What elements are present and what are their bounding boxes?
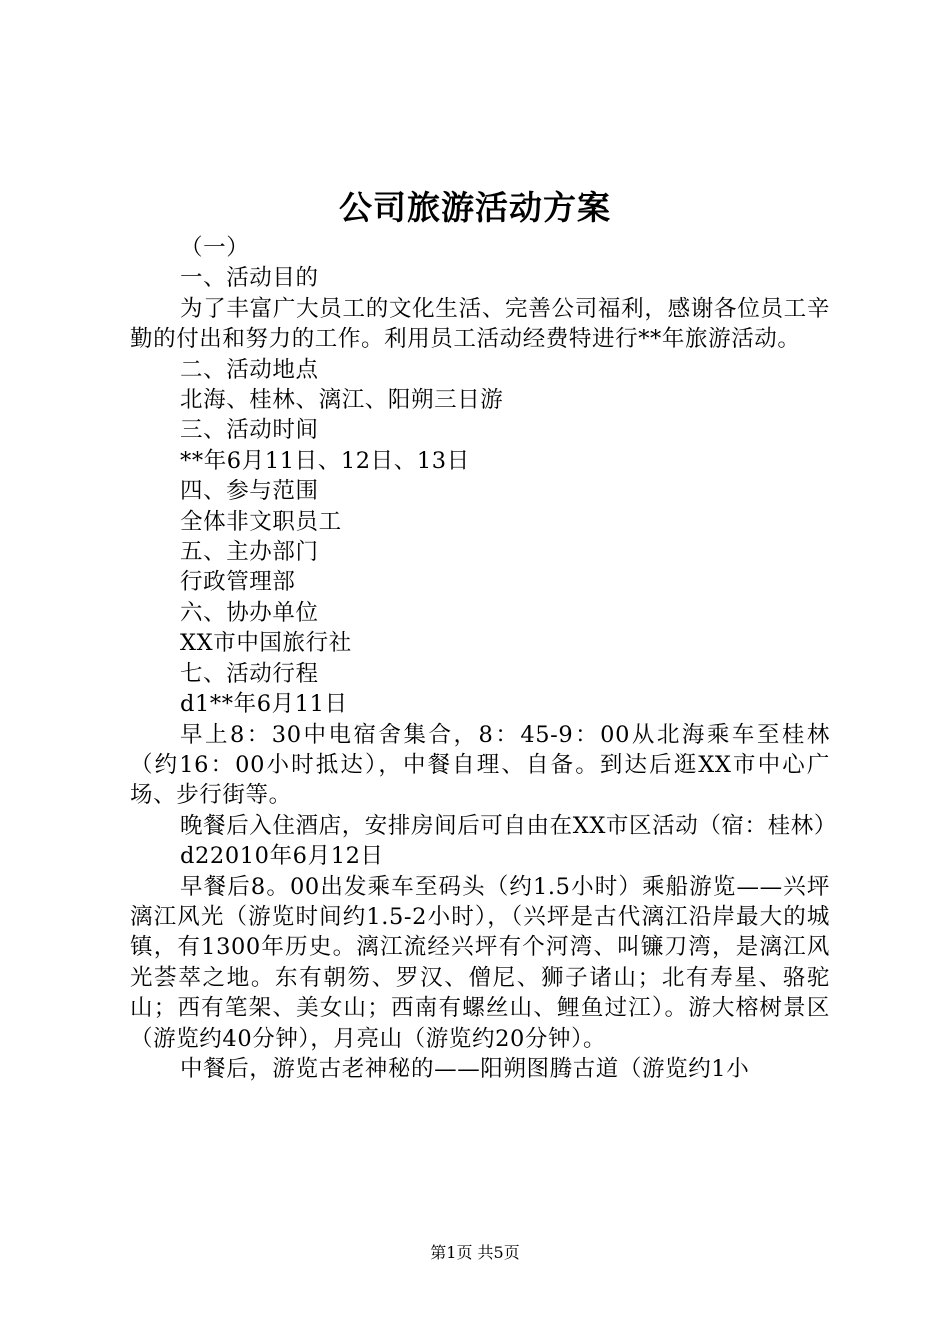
paragraph-purpose: 为了丰富广大员工的文化生活、完善公司福利，感谢各位员工辛勤的付出和努力的工作。利用员工活动经费特进行**年旅游活动。: [130, 295, 830, 353]
paragraph-time: **年6月11日、12日、13日: [180, 447, 470, 474]
page-footer: 第1页 共5页: [430, 1243, 520, 1262]
heading-purpose: 一、活动目的: [180, 265, 319, 292]
day1-evening: 晚餐后入住酒店，安排房间后可自由在XX市区活动（宿：桂林）: [180, 812, 837, 839]
heading-location: 二、活动地点: [180, 356, 319, 383]
heading-itinerary: 七、活动行程: [180, 660, 319, 687]
heading-scope: 四、参与范围: [180, 478, 319, 505]
paragraph-location: 北海、桂林、漓江、阳朔三日游: [180, 387, 504, 414]
day1-morning: 早上8：30中电宿舍集合，8：45-9：00从北海乘车至桂林（约16：00小时抵达），中餐自理、自备。到达后逛XX市中心广场、步行街等。: [130, 721, 830, 809]
heading-organizer: 五、主办部门: [180, 539, 319, 566]
document-title: 公司旅游活动方案: [339, 188, 611, 227]
day2-afternoon: 中餐后，游览古老神秘的——阳朔图腾古道（游览约1小: [180, 1055, 750, 1082]
document-body: [130, 233, 837, 1084]
paragraph-organizer: 行政管理部: [180, 569, 296, 596]
heading-co-organizer: 六、协办单位: [180, 599, 319, 626]
paragraph-co-organizer: XX市中国旅行社: [180, 630, 352, 657]
day1-date: d1**年6月11日: [180, 691, 348, 718]
heading-time: 三、活动时间: [180, 417, 319, 444]
day2-morning: 早餐后8。00出发乘车至码头（约1.5小时）乘船游览——兴坪漓江风光（游览时间约1.5-2小时），（兴坪是古代漓江沿岸最大的城镇，有1300年历史。漓江流经兴坪有个河湾、叫镰刀湾，是漓江风光荟萃之地。东有朝笏、罗汉、僧尼、狮子诸山；北有寿星、骆驼山；西有笔架、美女山；西南有螺丝山、鲤鱼过江）。游大榕树景区（游览约40分钟），月亮山（游览约20分钟）。: [130, 873, 830, 1052]
paragraph-scope: 全体非文职员工: [180, 508, 342, 535]
section-marker: （一）: [180, 235, 250, 261]
day2-date: d22010年6月12日: [180, 843, 384, 870]
